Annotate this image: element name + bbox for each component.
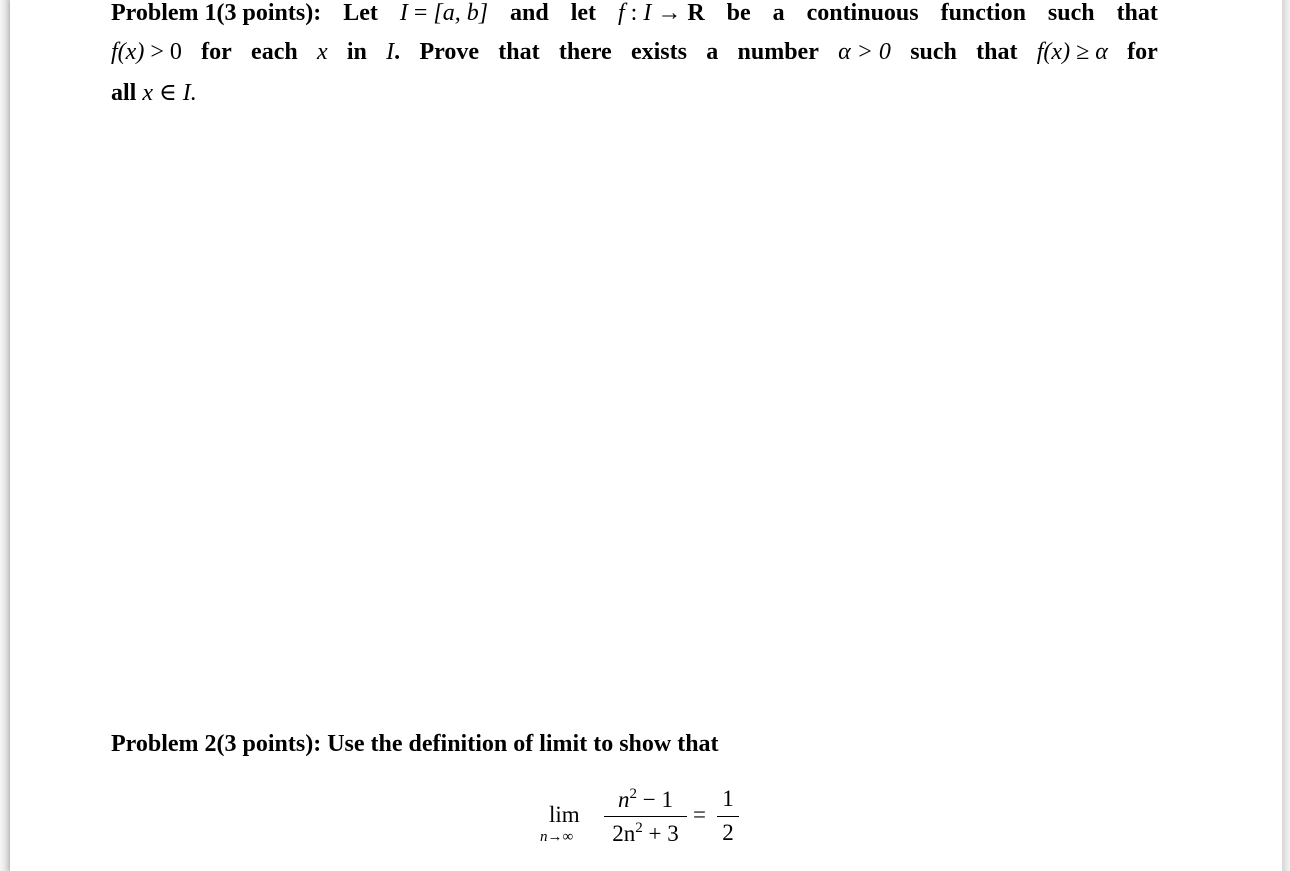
word: function [940,0,1026,26]
fraction-numerator: $n^2 - 1$ [618,786,673,812]
problem2-text: Use the definition of limit to show that [327,731,719,757]
word: Let [343,0,378,26]
word: all [111,80,137,106]
math-fx-positive: f(x) > 0 [111,39,182,65]
word: for [201,39,232,65]
word: continuous [806,0,919,26]
word: such [910,39,957,65]
word: there [558,39,612,65]
math-function-map: f : I → R [617,0,705,26]
word: each [251,39,298,65]
problem2-heading: Problem 2(3 points): [111,731,322,757]
word: that [1116,0,1158,26]
word: that [498,39,540,65]
lim-subscript: n→∞ [540,829,574,845]
limit-fraction [604,786,687,848]
word: for [1127,39,1158,65]
problem1-line2 [111,39,1158,66]
word: and [510,0,549,26]
math-x-in-I: x ∈ I. [142,80,197,106]
word: Prove [419,39,479,65]
problem1-line1 [111,0,1158,27]
math-set-definition: I = [a, b] [399,0,489,26]
page-left-edge [0,0,10,871]
rhs-numerator: 1 [722,786,734,811]
word: let [570,0,596,26]
rhs-denominator: 2 [722,820,734,845]
page-right-edge [1282,0,1290,871]
fraction-bar [604,816,687,817]
math-I-period: I. [386,39,401,65]
problem1-heading: Problem 1(3 points): [111,0,322,26]
math-x: x [316,39,328,65]
word: that [976,39,1018,65]
word: a [772,0,785,26]
rhs-fraction [717,786,739,848]
word: a [706,39,719,65]
problem2-statement [111,731,719,758]
lim-operator: lim [549,802,580,827]
word: in [346,39,367,65]
equals-sign: = [693,802,706,827]
word: be [726,0,751,26]
fraction-denominator: $2n^2 + 3$ [612,820,679,846]
word: number [737,39,819,65]
math-alpha-positive: α > 0 [838,39,891,65]
problem1-line3 [111,78,197,107]
rhs-fraction-bar [717,816,739,817]
limit-equation [540,786,740,848]
word: such [1047,0,1095,26]
word: exists [630,39,687,65]
math-fx-geq-alpha: f(x) ≥ α [1036,39,1108,65]
